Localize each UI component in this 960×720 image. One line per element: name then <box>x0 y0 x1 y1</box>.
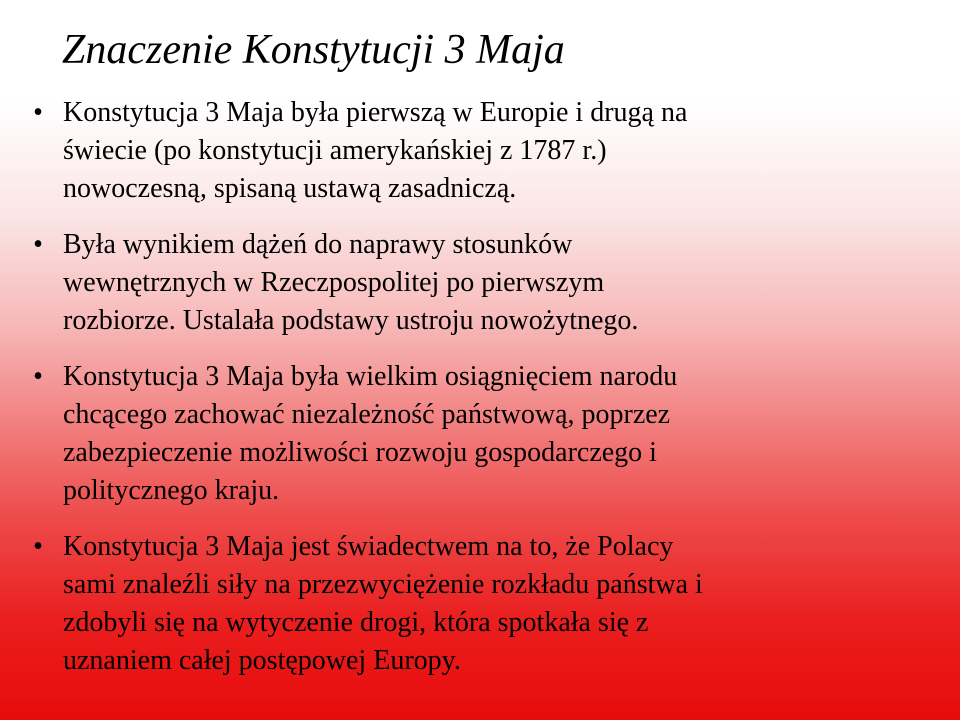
bullet-item-2 <box>24 226 884 340</box>
bullet-dot-icon: • <box>33 97 43 128</box>
bullet-dot-icon: • <box>33 361 43 392</box>
bullet-line: sami znaleźli siły na przezwyciężenie rozkładu państwa i <box>63 569 703 600</box>
bullet-item-4 <box>24 528 884 680</box>
bullet-line: nowoczesną, spisaną ustawą zasadniczą. <box>63 173 517 204</box>
bullet-line: Konstytucja 3 Maja jest świadectwem na to, że Polacy <box>63 531 674 562</box>
bullet-item-3 <box>24 358 884 510</box>
bullet-line: zdobyli się na wytyczenie drogi, która spotkała się z <box>63 607 649 638</box>
slide-title: Znaczenie Konstytucji 3 Maja <box>62 27 565 73</box>
bullet-line: chcącego zachować niezależność państwową, poprzez <box>63 399 671 430</box>
bullet-dot-icon: • <box>33 229 43 260</box>
bullet-line: Konstytucja 3 Maja była wielkim osiągnięciem narodu <box>63 361 678 392</box>
bullet-line: uznaniem całej postępowej Europy. <box>63 645 461 676</box>
bullet-line: zabezpieczenie możliwości rozwoju gospodarczego i <box>63 437 657 468</box>
bullet-line: świecie (po konstytucji amerykańskiej z 1787 r.) <box>63 135 607 166</box>
bullet-line: politycznego kraju. <box>63 475 280 506</box>
bullet-item-1 <box>24 94 884 208</box>
bullet-line: Konstytucja 3 Maja była pierwszą w Europie i drugą na <box>63 97 688 128</box>
bullet-line: rozbiorze. Ustalała podstawy ustroju nowożytnego. <box>63 305 639 336</box>
bullet-list <box>24 94 884 698</box>
bullet-line: Była wynikiem dążeń do naprawy stosunków <box>63 229 573 260</box>
bullet-line: wewnętrznych w Rzeczpospolitej po pierwszym <box>63 267 605 298</box>
bullet-dot-icon: • <box>33 531 43 562</box>
